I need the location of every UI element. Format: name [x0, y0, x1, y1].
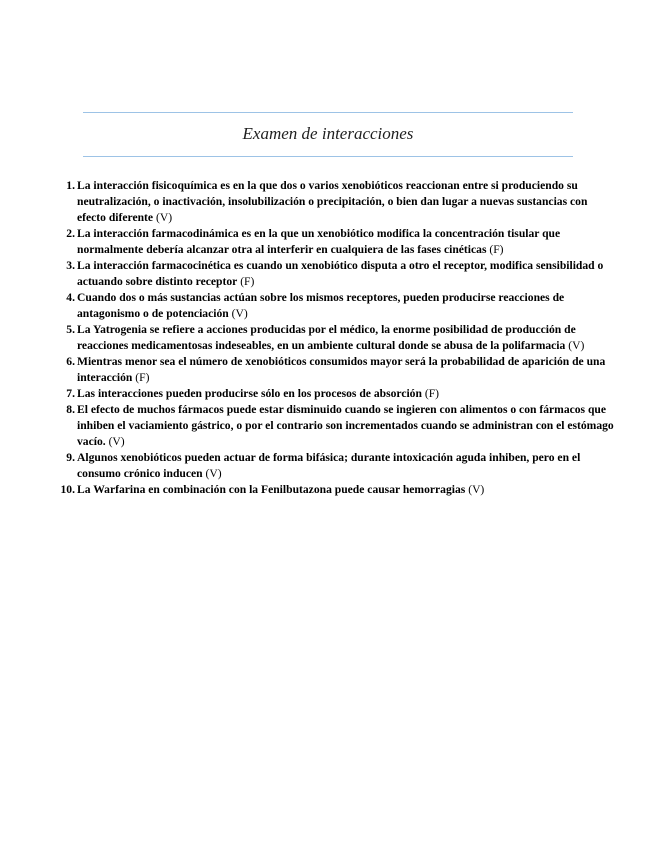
question-number: 5.: [66, 323, 75, 336]
question-answer: (F): [240, 275, 255, 288]
question-item: [57, 482, 617, 498]
question-text: La interacción farmacocinética es cuando un xenobiótico disputa a otro el receptor, modifica sensibilidad o actuando sobre distinto receptor: [77, 259, 604, 288]
question-item: [57, 178, 617, 226]
question-number: 9.: [66, 451, 75, 464]
question-text: La interacción fisicoquímica es en la que dos o varios xenobióticos reaccionan entre si produciendo su neutralización, o inactivación, insolubilización o precipitación, o bien dan lugar a nuevas sustancias con efecto diferente: [77, 179, 588, 224]
question-text: La interacción farmacodinámica es en la que un xenobiótico modifica la concentración tisular que normalmente debería alcanzar otra al interferir en cualquiera de las fases cinéticas: [77, 227, 561, 256]
question-number: 3.: [66, 259, 75, 272]
question-item: [57, 386, 617, 402]
question-answer: (F): [489, 243, 504, 256]
question-answer: (V): [568, 339, 585, 352]
question-answer: (V): [231, 307, 248, 320]
question-answer: (V): [108, 435, 125, 448]
question-number: 7.: [66, 387, 75, 400]
question-text: La Warfarina en combinación con la Fenilbutazona puede causar hemorragias: [77, 483, 466, 496]
question-item: [57, 226, 617, 258]
question-number: 4.: [66, 291, 75, 304]
question-text: Las interacciones pueden producirse sólo en los procesos de absorción: [77, 387, 422, 400]
title-block: [83, 112, 573, 158]
question-item: [57, 450, 617, 482]
page-title: Examen de interacciones: [242, 124, 414, 143]
title-bottom-rule: [83, 156, 573, 157]
title-top-rule: [83, 112, 573, 113]
question-item: [57, 354, 617, 386]
question-number: 2.: [66, 227, 75, 240]
question-text: Mientras menor sea el número de xenobióticos consumidos mayor será la probabilidad de aparición de una interacción: [77, 355, 606, 384]
question-answer: (F): [424, 387, 440, 400]
question-text: Cuando dos o más sustancias actúan sobre los mismos receptores, pueden producirse reacciones de antagonismo o de potenciación: [77, 291, 565, 320]
question-number: 1.: [66, 179, 75, 192]
question-answer: (F): [135, 371, 150, 384]
question-list: [57, 178, 617, 498]
question-number: 8.: [66, 403, 75, 416]
question-item: [57, 258, 617, 290]
question-item: [57, 290, 617, 322]
question-answer: (V): [205, 467, 222, 480]
question-item: [57, 322, 617, 354]
question-answer: (V): [468, 483, 485, 496]
question-text: La Yatrogenia se refiere a acciones producidas por el médico, la enorme posibilidad de producción de reacciones medicamentosas indeseables, en un ambiente cultural donde se abusa de la polifarmacia: [77, 323, 576, 352]
question-item: [57, 402, 617, 450]
question-answer: (V): [155, 211, 173, 224]
question-text: El efecto de muchos fármacos puede estar disminuido cuando se ingieren con alimentos o con fármacos que inhiben el vaciamiento gástrico, o por el contrario son incrementados cuando se administran con el estómago vacío.: [77, 403, 614, 448]
question-number: 10.: [60, 483, 75, 496]
question-number: 6.: [66, 355, 75, 368]
question-text: Algunos xenobióticos pueden actuar de forma bifásica; durante intoxicación aguda inhiben, pero en el consumo crónico inducen: [77, 451, 581, 480]
